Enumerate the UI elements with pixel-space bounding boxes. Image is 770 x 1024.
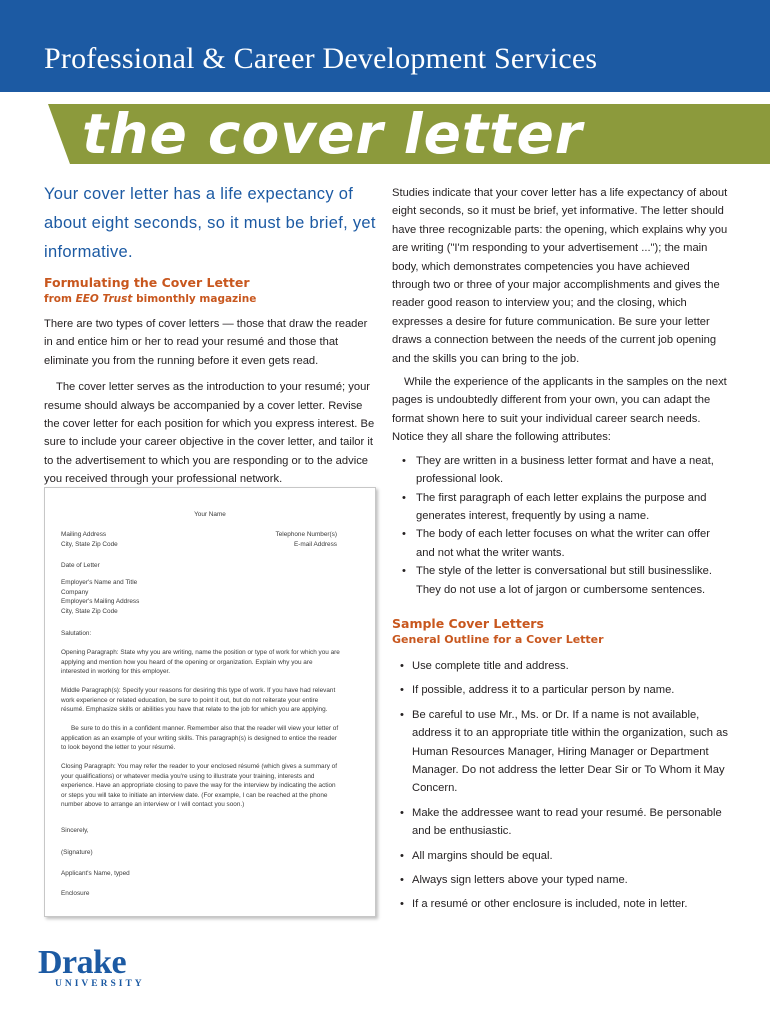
left-paragraph-2: The cover letter serves as the introduction to your resumé; your resume should always be accompanied by a cover letter. Revise the cover letter for each position for which you express interest. Be sure to include your career objective in the cover letter, and tailor it to the advertisement to which you are responding or to the advice you received through your professional network. [44,381,375,486]
attributes-list [392,452,728,599]
letter-employer-block [61,578,139,616]
right-column [392,184,728,920]
left-paragraph-1: There are two types of cover letters — those that draw the reader in and entice him or her to read your resumé and those that eliminate you from the running before it even gets read. [44,318,368,367]
logo-wordmark: Drake [38,944,127,981]
right-paragraph-1: Studies indicate that your cover letter has a life expectancy of about eight seconds, so it must be brief, yet informative. The letter should have three recognizable parts: the opening, which explains why you are writing ("I'm responding to your advertisement ..."); the main body, which demonstrates competencies you have achieved through two or three of your major accomplishments and gives the reader good reason to interview you; and the closing, which expresses a desire for future communication. Be sure your letter draws a connection between the needs of the current job opening and the skills you can bring to the job. [392,187,728,365]
letter-email: E-mail Address [294,540,337,548]
lead-text: Your cover letter has a life expectancy of about eight seconds, so it must be brief, yet informative. [44,185,376,261]
letter-sincerely: Sincerely, [61,827,89,834]
list-item: • If possible, address it to a particular person by name. [392,681,728,699]
sample-letter-template [44,487,376,917]
section-heading-formulating: Formulating the Cover Letter [44,275,250,290]
source-prefix: from [44,293,76,305]
list-item: • The body of each letter focuses on what the writer can offer and not what the writer wants. [392,525,728,562]
list-item: • They are written in a business letter format and have a neat, professional look. [392,452,728,489]
list-item: • The style of the letter is conversational but still businesslike. They do not use a lot of jargon or cumbersome sentences. [392,562,728,599]
section-subheading-outline: General Outline for a Cover Letter [392,632,604,646]
letter-your-name: Your Name [194,511,226,518]
list-item: • Use complete title and address. [392,657,728,675]
left-column [44,180,377,489]
letter-company: Company [61,588,89,596]
letter-applicant-name: Applicant's Name, typed [61,870,130,877]
document-title: the cover letter [82,102,583,166]
letter-sender-contact [276,530,337,549]
letter-middle-paragraph: Middle Paragraph(s): Specify your reasons for desiring this type of work. If you have had relevant work experience or related education, be sure to point it out, but do not reiterate your entire résumé. Emphasize skills or abilities you have that relate to the job for which you are applying. [61,687,336,714]
letter-date: Date of Letter [61,562,100,569]
letter-salutation: Salutation: [61,630,92,637]
source-magazine-name: EEO Trust [75,293,133,305]
page-header-title: Professional & Career Development Services [44,42,598,75]
letter-opening-paragraph: Opening Paragraph: State why you are writing, name the position or type of work for which you are applying and mention how you heard of the opening or organization. Explain why you are interested in working for this employer. [61,649,340,676]
title-band-notch [0,104,70,164]
drake-university-logo [38,944,145,994]
letter-enclosure: Enclosure [61,890,90,897]
letter-middle-paragraph-continued: Be sure to do this in a confident manner. Remember also that the reader will view your letter of application as an example of your writing skills. This paragraph(s) is designed to entice the reader to look beyond the letter to your résumé. [61,725,339,752]
list-item: • The first paragraph of each letter explains the purpose and generates interest, frequently by using a name. [392,489,728,526]
list-item: • All margins should be equal. [392,847,728,865]
letter-employer-city: City, State Zip Code [61,607,118,615]
right-paragraph-2: While the experience of the applicants in the samples on the next pages is undoubtedly different from your own, you can adapt the format shown here to suit your individual career search needs. Notice they all share the following attributes: [392,376,727,444]
letter-sender-address [61,530,118,549]
letter-closing-paragraph: Closing Paragraph: You may refer the reader to your enclosed résumé (which gives a summary of your qualifications) or whatever media you're using to illustrate your training, interests and experience. Have an appropriate closing to pave the way for the interview by indicating the action or steps you will take to initiate an interview date. (For example, I can be reached at the phone number above to arrange an interview or I will contact you soon.) [61,763,337,809]
letter-telephone: Telephone Number(s) [275,531,337,538]
letter-mailing-address: Mailing Address [61,531,107,538]
section-heading-sample-letters: Sample Cover Letters [392,615,544,631]
list-item: • If a resumé or other enclosure is included, note in letter. [392,895,728,913]
letter-signature: (Signature) [61,849,93,856]
list-item: • Always sign letters above your typed name. [392,871,728,889]
letter-city-state-zip: City, State Zip Code [61,540,118,548]
outline-list [392,657,728,914]
letter-employer-address: Employer's Mailing Address [61,598,140,606]
source-suffix: bimonthly magazine [132,293,257,305]
logo-university-text: UNIVERSITY [55,979,145,989]
section-subheading-source [44,293,377,305]
list-item: • Make the addressee want to read your resumé. Be personable and be enthusiastic. [392,804,728,841]
list-item: • Be careful to use Mr., Ms. or Dr. If a name is not available, address it to an appropriate title within the organization, such as Human Resources Manager, Hiring Manager or Department Manager. Do not address the letter Dear Sir or To Whom it May Concern. [392,706,728,798]
letter-employer-name: Employer's Name and Title [61,579,138,586]
